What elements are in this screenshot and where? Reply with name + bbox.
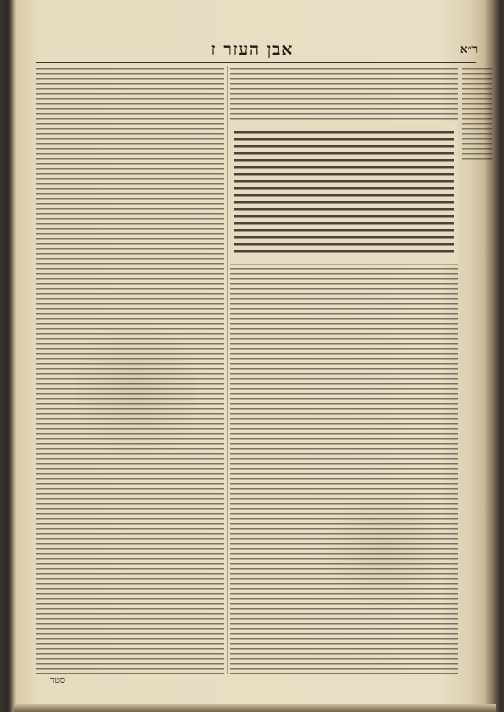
- page-number: ר״א: [459, 42, 478, 56]
- marginal-gloss: [462, 66, 492, 160]
- header-rule: [36, 62, 476, 63]
- main-text-lines: [234, 128, 454, 256]
- book-page: [16, 10, 486, 702]
- page-header: [16, 40, 486, 62]
- running-head: אבן העזר ז: [210, 40, 294, 60]
- main-text-block: [230, 122, 458, 264]
- catchword: סטר: [50, 676, 65, 686]
- column-divider: [227, 66, 228, 674]
- book-bottom-edge: [14, 704, 496, 712]
- commentary-column-left: [36, 66, 224, 674]
